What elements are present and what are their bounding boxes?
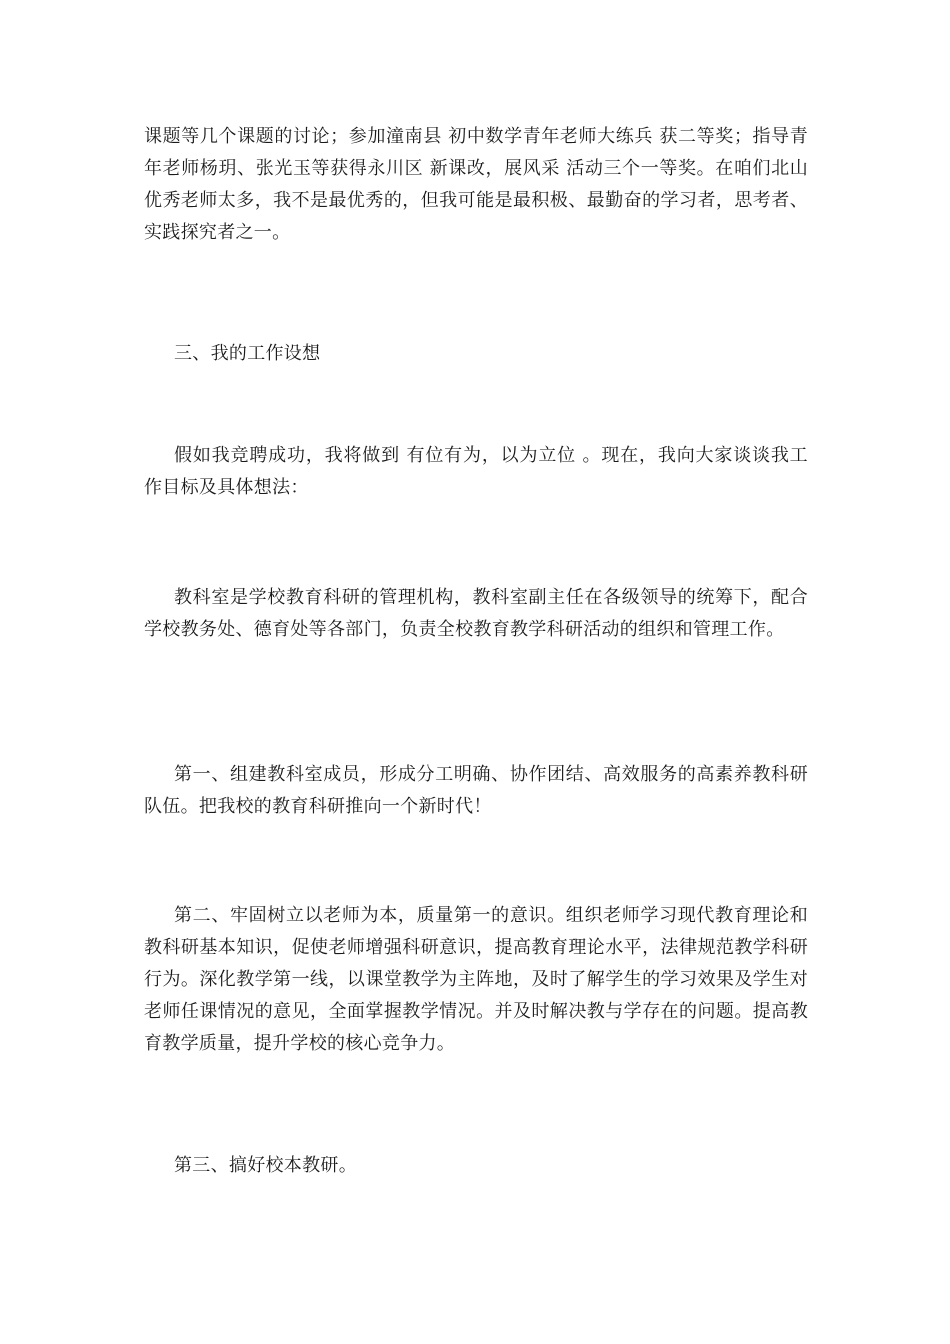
paragraph-continuation: 课题等几个课题的讨论；参加潼南县 初中数学青年老师大练兵 获二等奖；指导青年老师杨玥、张光玉等获得永川区 新课改，展风采 活动三个一等奖。在咱们北山优秀老师太多，我不是最优秀的，但我可能是最积极、最勤奋的学习者，思考者、实践探究者之一。 — [144, 126, 808, 243]
section-heading-work-plan: 三、我的工作设想 — [174, 343, 321, 364]
paragraph-point-three: 第三、搞好校本教研。 — [174, 1155, 357, 1176]
paragraph-point-one: 第一、组建教科室成员，形成分工明确、协作团结、高效服务的高素养教科研队伍。把我校的教育科研推向一个新时代！ — [144, 764, 808, 817]
paragraph-office-description: 教科室是学校教育科研的管理机构，教科室副主任在各级领导的统筹下，配合学校教务处、德育处等各部门，负责全校教育教学科研活动的组织和管理工作。 — [144, 587, 808, 640]
paragraph-goal-statement: 假如我竞聘成功，我将做到 有位有为，以为立位 。现在，我向大家谈谈我工作目标及具体想法： — [144, 445, 808, 498]
paragraph-point-two: 第二、牢固树立以老师为本，质量第一的意识。组织老师学习现代教育理论和教科研基本知识，促使老师增强科研意识，提高教育理论水平，法律规范教学科研行为。深化教学第一线，以课堂教学为主阵地，及时了解学生的学习效果及学生对老师任课情况的意见，全面掌握教学情况。并及时解决教与学存在的问题。提高教育教学质量，提升学校的核心竞争力。 — [144, 905, 808, 1054]
